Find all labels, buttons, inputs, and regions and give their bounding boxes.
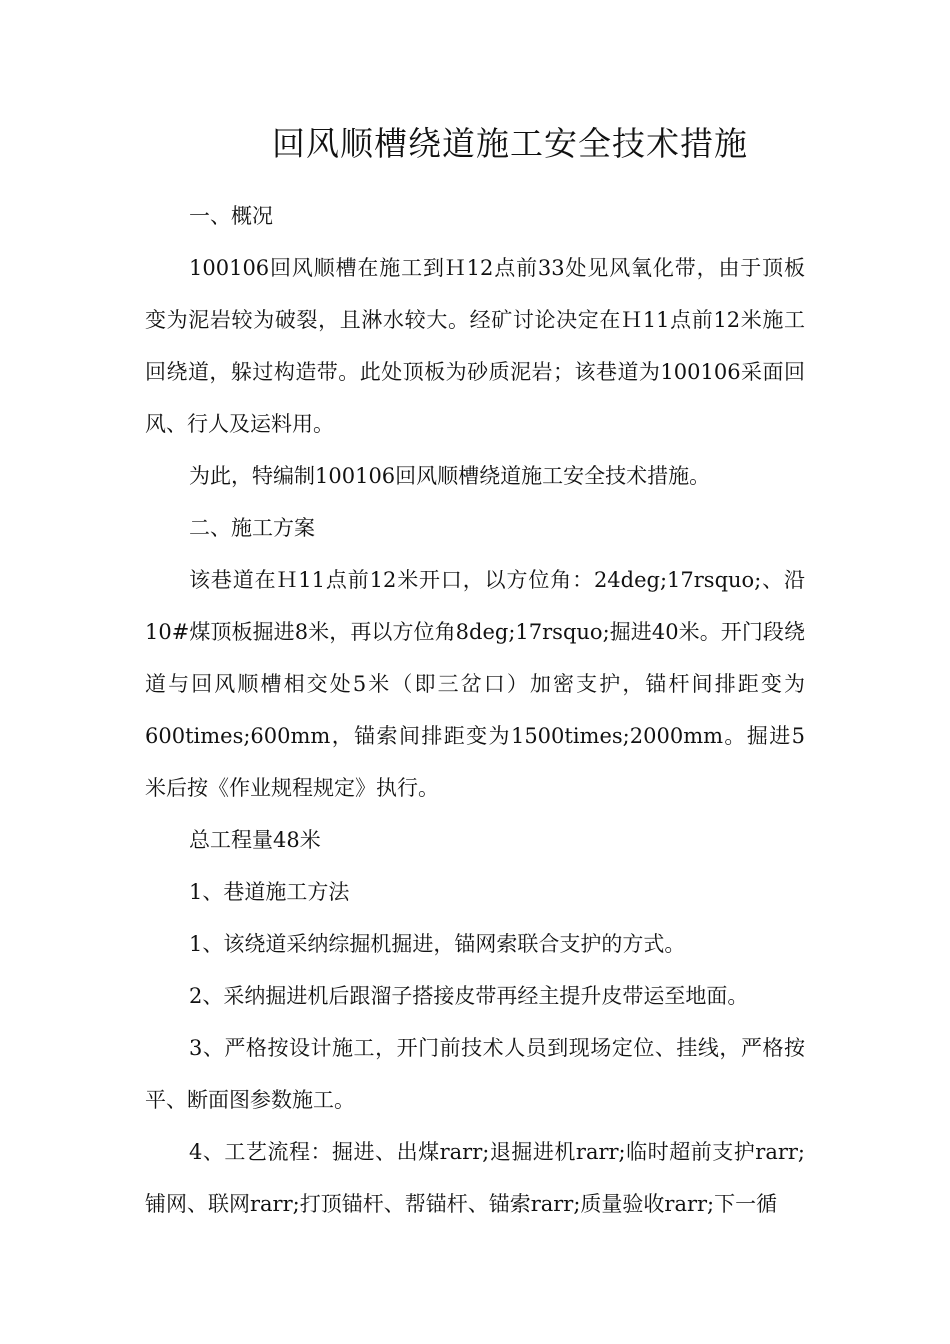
document-title: 回风顺槽绕道施工安全技术措施 [272,124,748,163]
paragraph-total-quantity: 总工程量48米 [189,828,321,852]
paragraph-overview: 100106回风顺槽在施工到Ｈ12点前33处见风氧化带，由于顶板变为泥岩较为破裂，且淋水较大。经矿讨论决定在Ｈ11点前12米施工回绕道，躲过构造带。此处顶板为砂质泥岩；该巷道为100106采面回风、行人及运料用。 [145,256,805,436]
section-heading-overview: 一、概况 [189,204,273,228]
subheading-construction-method: 1、巷道施工方法 [189,880,350,904]
paragraph-purpose: 为此，特编制100106回风顺槽绕道施工安全技术措施。 [189,464,711,488]
paragraph-construction-plan: 该巷道在Ｈ11点前12米开口，以方位角：24deg;17rsquo;、沿10#煤顶板掘进8米，再以方位角8deg;17rsquo;掘进40米。开门段绕道与回风顺槽相交处5米（即三岔口）加密支护，锚杆间排距变为600times;600mm，锚索间排距变为1500times;2000mm。掘进5米后按《作业规程规定》执行。 [145,568,805,800]
list-item-4: 4、工艺流程：掘进、出煤rarr;退掘进机rarr;临时超前支护rarr;铺网、联网rarr;打顶锚杆、帮锚杆、锚索rarr;质量验收rarr;下一循 [145,1140,805,1216]
list-item-2: 2、采纳掘进机后跟溜子搭接皮带再经主提升皮带运至地面。 [189,984,749,1008]
list-item-3: 3、严格按设计施工，开门前技术人员到现场定位、挂线，严格按平、断面图参数施工。 [145,1036,805,1112]
document-body [145,190,805,1230]
section-heading-construction-plan: 二、施工方案 [189,516,315,540]
list-item-1: 1、该绕道采纳综掘机掘进，锚网索联合支护的方式。 [189,932,686,956]
